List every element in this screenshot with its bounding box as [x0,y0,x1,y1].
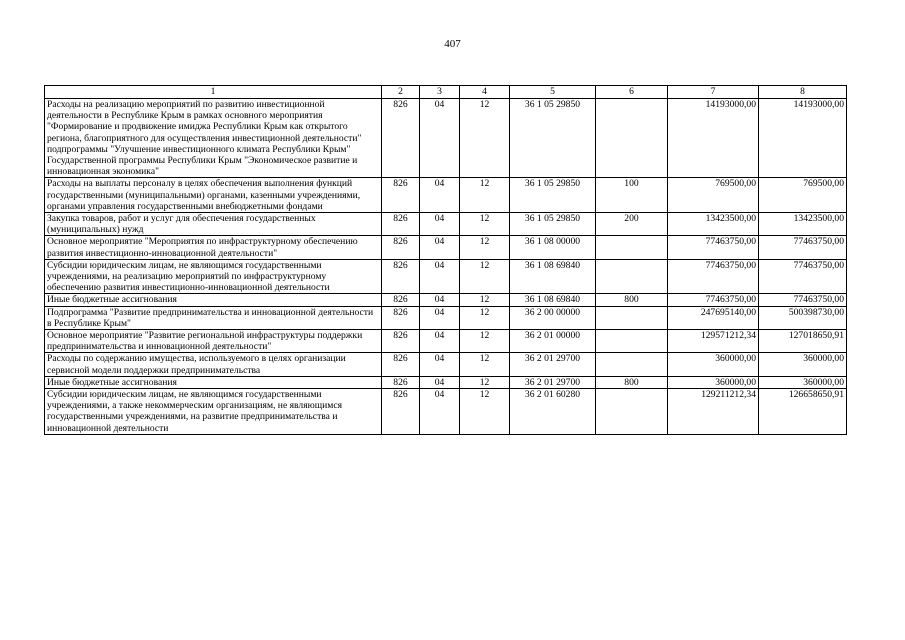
amount-year1-cell: 129571212,34 [668,330,759,353]
table-row [45,178,847,213]
admin-code-cell: 826 [382,353,420,376]
section-code-cell: 04 [420,236,460,259]
target-article-cell: 36 1 08 00000 [510,236,596,259]
subsection-code-cell: 12 [460,353,510,376]
admin-code-cell: 826 [382,236,420,259]
table-row [45,294,847,306]
row-name-cell: Иные бюджетные ассигнования [45,376,382,388]
admin-code-cell: 826 [382,306,420,329]
column-header: 3 [420,86,460,99]
expense-type-cell [596,353,668,376]
row-name-cell: Расходы на реализацию мероприятий по развитию инвестиционной деятельности в Республике Крым в рамках основного мероприятия "Формирование и продвижение имиджа Республики Крым как открытого региона, благоприятного для осуществления инвестиционной деятельности" подпрограммы "Улучшение инвестиционного климата Республики Крым" Государственной программы Республики Крым "Экономическое развитие и инновационная экономика" [45,99,382,178]
admin-code-cell: 826 [382,376,420,388]
table-row [45,353,847,376]
row-name-cell: Расходы на выплаты персоналу в целях обеспечения выполнения функций государственными (муниципальными) органами, казенными учреждениями, органами управления государственными внебюджетными фондами [45,178,382,213]
target-article-cell: 36 2 00 00000 [510,306,596,329]
expense-type-cell [596,306,668,329]
row-name-cell: Закупка товаров, работ и услуг для обеспечения государственных (муниципальных) нужд [45,213,382,236]
section-code-cell: 04 [420,99,460,178]
expense-type-cell: 200 [596,213,668,236]
row-name-cell: Субсидии юридическим лицам, не являющимся государственными учреждениями, на реализацию мероприятий по инфраструктурному обеспечению развития инвестиционно-инновационной деятельности [45,259,382,294]
amount-year1-cell: 360000,00 [668,353,759,376]
amount-year1-cell: 77463750,00 [668,236,759,259]
amount-year2-cell: 77463750,00 [759,236,847,259]
target-article-cell: 36 1 08 69840 [510,259,596,294]
section-code-cell: 04 [420,353,460,376]
amount-year1-cell: 13423500,00 [668,213,759,236]
expense-type-cell: 800 [596,376,668,388]
target-article-cell: 36 1 08 69840 [510,294,596,306]
table-row [45,330,847,353]
amount-year1-cell: 769500,00 [668,178,759,213]
page-number: 407 [444,38,461,50]
table-row [45,389,847,435]
subsection-code-cell: 12 [460,178,510,213]
column-header: 2 [382,86,420,99]
expense-type-cell [596,389,668,435]
admin-code-cell: 826 [382,178,420,213]
column-header: 1 [45,86,382,99]
header-row [45,86,847,99]
expense-type-cell [596,330,668,353]
subsection-code-cell: 12 [460,294,510,306]
expense-type-cell [596,236,668,259]
target-article-cell: 36 1 05 29850 [510,178,596,213]
admin-code-cell: 826 [382,213,420,236]
subsection-code-cell: 12 [460,330,510,353]
column-header: 7 [668,86,759,99]
amount-year2-cell: 77463750,00 [759,259,847,294]
row-name-cell: Основное мероприятие "Развитие региональной инфраструктуры поддержки предпринимательства и инновационной деятельности" [45,330,382,353]
section-code-cell: 04 [420,213,460,236]
budget-table [44,85,847,435]
amount-year1-cell: 14193000,00 [668,99,759,178]
subsection-code-cell: 12 [460,389,510,435]
table-row [45,259,847,294]
column-header: 4 [460,86,510,99]
section-code-cell: 04 [420,376,460,388]
column-header: 6 [596,86,668,99]
expense-type-cell [596,99,668,178]
amount-year2-cell: 360000,00 [759,353,847,376]
expense-type-cell: 800 [596,294,668,306]
row-name-cell: Субсидии юридическим лицам, не являющимся государственными учреждениями, а также некоммерческим организациям, не являющимся государственными учреждениями, на развитие предпринимательства и инновационной деятельности [45,389,382,435]
row-name-cell: Основное мероприятие "Мероприятия по инфраструктурному обеспечению развития инвестиционно-инновационной деятельности" [45,236,382,259]
amount-year1-cell: 77463750,00 [668,259,759,294]
row-name-cell: Подпрограмма "Развитие предпринимательства и инновационной деятельности в Республике Крым" [45,306,382,329]
amount-year1-cell: 360000,00 [668,376,759,388]
row-name-cell: Иные бюджетные ассигнования [45,294,382,306]
admin-code-cell: 826 [382,330,420,353]
table-row [45,306,847,329]
target-article-cell: 36 2 01 60280 [510,389,596,435]
amount-year2-cell: 77463750,00 [759,294,847,306]
amount-year1-cell: 247695140,00 [668,306,759,329]
amount-year2-cell: 126658650,91 [759,389,847,435]
amount-year2-cell: 500398730,00 [759,306,847,329]
target-article-cell: 36 1 05 29850 [510,99,596,178]
target-article-cell: 36 1 05 29850 [510,213,596,236]
section-code-cell: 04 [420,259,460,294]
target-article-cell: 36 2 01 29700 [510,353,596,376]
amount-year2-cell: 127018650,91 [759,330,847,353]
amount-year2-cell: 769500,00 [759,178,847,213]
subsection-code-cell: 12 [460,236,510,259]
expense-type-cell [596,259,668,294]
amount-year2-cell: 360000,00 [759,376,847,388]
section-code-cell: 04 [420,330,460,353]
subsection-code-cell: 12 [460,306,510,329]
subsection-code-cell: 12 [460,259,510,294]
target-article-cell: 36 2 01 00000 [510,330,596,353]
admin-code-cell: 826 [382,294,420,306]
section-code-cell: 04 [420,294,460,306]
section-code-cell: 04 [420,178,460,213]
table-row [45,376,847,388]
column-header: 8 [759,86,847,99]
subsection-code-cell: 12 [460,99,510,178]
expense-type-cell: 100 [596,178,668,213]
section-code-cell: 04 [420,306,460,329]
section-code-cell: 04 [420,389,460,435]
table-row [45,99,847,178]
subsection-code-cell: 12 [460,213,510,236]
target-article-cell: 36 2 01 29700 [510,376,596,388]
table-row [45,236,847,259]
admin-code-cell: 826 [382,389,420,435]
admin-code-cell: 826 [382,99,420,178]
amount-year1-cell: 77463750,00 [668,294,759,306]
column-header: 5 [510,86,596,99]
admin-code-cell: 826 [382,259,420,294]
row-name-cell: Расходы по содержанию имущества, используемого в целях организации сервисной модели поддержки предпринимательства [45,353,382,376]
table-row [45,213,847,236]
amount-year1-cell: 129211212,34 [668,389,759,435]
subsection-code-cell: 12 [460,376,510,388]
amount-year2-cell: 14193000,00 [759,99,847,178]
amount-year2-cell: 13423500,00 [759,213,847,236]
